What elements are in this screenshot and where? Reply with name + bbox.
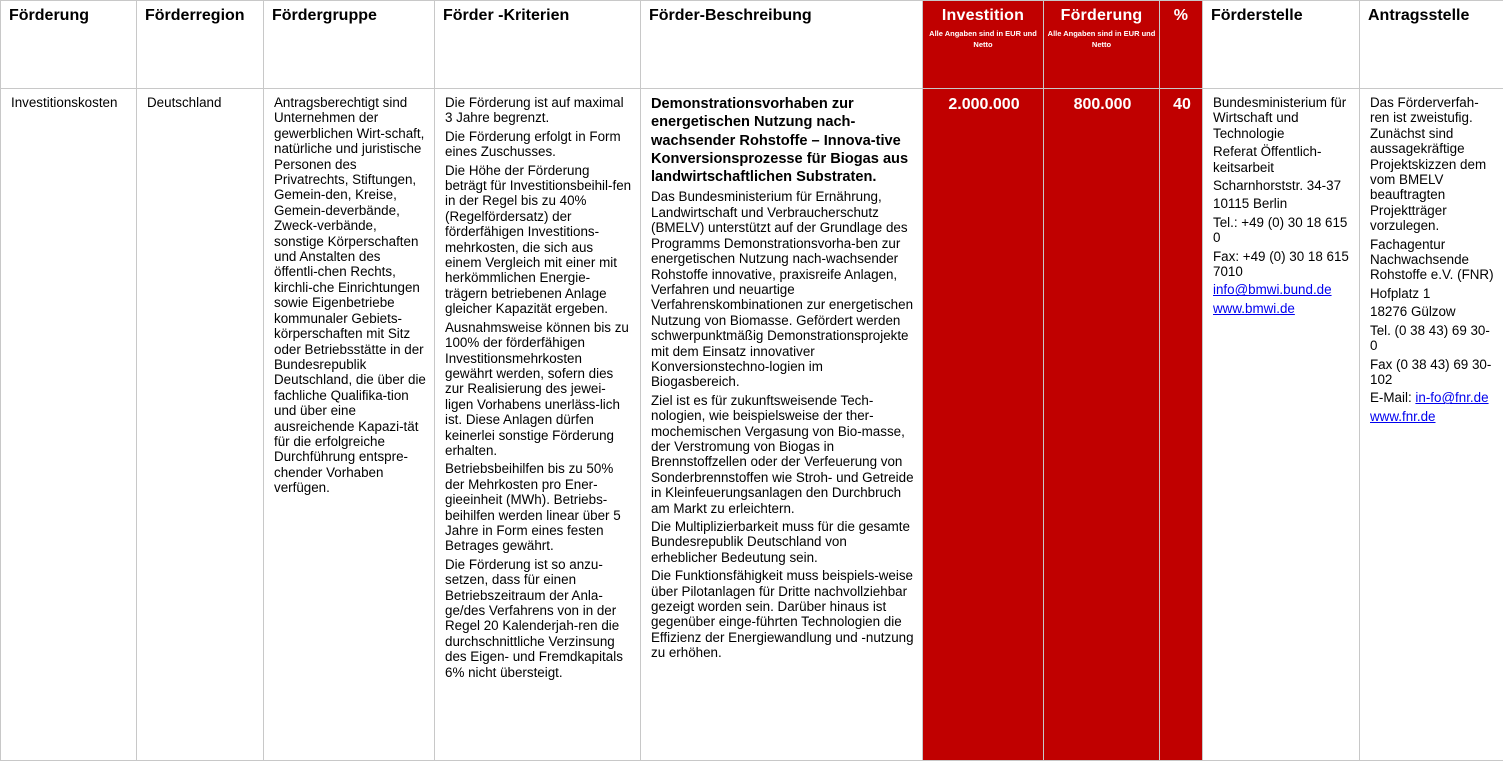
cell-foerderbetrag: 800.000 <box>1044 89 1160 761</box>
antrag-ort: 18276 Gülzow <box>1370 304 1495 319</box>
beschreibung-paragraph: Ziel ist es für zukunftsweisende Tech-nologien, wie beispielsweise der ther-mochemischen Vergasung von Bio-masse, der Verstromung von Biogas in Brennstoffzellen oder der Verfeuerung von Sonderbrennstoffen wie Stroh- und Getreide in Kleinfeuerungsanlagen den Durchbruch am Markt zu erleichtern. <box>651 393 914 516</box>
stelle-referat: Referat Öffentlich-keitsarbeit <box>1213 144 1351 175</box>
header-investition-label: Investition <box>925 6 1041 26</box>
header-investition-note: Alle Angaben sind in EUR und Netto <box>925 28 1041 50</box>
antrag-email-link[interactable]: in-fo@fnr.de <box>1415 390 1488 405</box>
beschreibung-headline: Demonstrationsvorhaben zur energetischen Nutzung nach-wachsender Rohstoffe – Innova-tive Konversionsprozesse für Biogas aus landwirtschaftlichen Substraten. <box>651 95 914 186</box>
header-beschreibung: Förder-Beschreibung <box>641 1 923 89</box>
beschreibung-paragraph: Die Multiplizierbarkeit muss für die gesamte Bundesrepublik Deutschland von erheblicher Bedeutung sein. <box>651 519 914 565</box>
header-row <box>1 1 1503 89</box>
header-foerderbetrag <box>1044 1 1160 89</box>
header-foerderbetrag-label: Förderung <box>1046 6 1157 26</box>
kriterium: Ausnahmsweise können bis zu 100% der förderfähigen Investitionsmehrkosten gewährt werden, sofern dies zur Realisierung des jewei-ligen Vorhabens unerläss-lich ist. Diese Anlagen dürfen keinerlei sonstige Förderung erhalten. <box>445 320 632 459</box>
header-foerderung: Förderung <box>1 1 137 89</box>
antrag-name: Fachagentur Nachwachsende Rohstoffe e.V. (FNR) <box>1370 237 1495 283</box>
header-kriterien: Förder -Kriterien <box>435 1 641 89</box>
table-row <box>1 89 1503 761</box>
cell-antragsstelle <box>1360 89 1503 761</box>
cell-prozent: 40 <box>1160 89 1203 761</box>
antrag-web-link[interactable]: www.fnr.de <box>1370 409 1436 424</box>
antrag-email-label: E-Mail: <box>1370 390 1412 405</box>
stelle-tel: Tel.: +49 (0) 30 18 615 0 <box>1213 215 1351 246</box>
header-foerderstelle: Förderstelle <box>1203 1 1360 89</box>
stelle-ort: 10115 Berlin <box>1213 196 1351 211</box>
kriterium: Die Förderung ist so anzu-setzen, dass für einen Betriebszeitraum der Anla-ge/des Verfahrens von in der Regel 20 Kalenderjah-ren die durchschnittliche Verzinsung des Eigen- und Fremdkapitals 6% nicht übersteigt. <box>445 557 632 680</box>
header-investition <box>923 1 1044 89</box>
header-antragsstelle: Antragsstelle <box>1360 1 1503 89</box>
cell-region: Deutschland <box>137 89 264 761</box>
stelle-strasse: Scharnhorststr. 34-37 <box>1213 178 1351 193</box>
beschreibung-paragraph: Die Funktionsfähigkeit muss beispiels-weise über Pilotanlagen für Dritte nachvollziehbar gezeigt worden sein. Darüber hinaus ist gegenüber einge-führten Technologien die Effizienz der Energiewandlung und -nutzung zu erhöhen. <box>651 568 914 660</box>
header-region: Förderregion <box>137 1 264 89</box>
cell-beschreibung <box>641 89 923 761</box>
kriterium: Die Förderung erfolgt in Form eines Zuschusses. <box>445 129 632 160</box>
stelle-name: Bundesministerium für Wirtschaft und Technologie <box>1213 95 1351 141</box>
cell-foerderstelle <box>1203 89 1360 761</box>
antrag-tel: Tel. (0 38 43) 69 30-0 <box>1370 323 1495 354</box>
antrag-strasse: Hofplatz 1 <box>1370 286 1495 301</box>
cell-investition: 2.000.000 <box>923 89 1044 761</box>
kriterium: Betriebsbeihilfen bis zu 50% der Mehrkosten pro Ener-gieeinheit (MWh). Betriebs-beihilfen werden linear über 5 Jahre in Form eines festen Betrages gewährt. <box>445 461 632 553</box>
stelle-fax: Fax: +49 (0) 30 18 615 7010 <box>1213 249 1351 280</box>
cell-kriterien <box>435 89 641 761</box>
kriterium: Die Förderung ist auf maximal 3 Jahre begrenzt. <box>445 95 632 126</box>
antrag-fax: Fax (0 38 43) 69 30-102 <box>1370 357 1495 388</box>
beschreibung-paragraph: Das Bundesministerium für Ernährung, Landwirtschaft und Verbraucherschutz (BMELV) unterstützt auf der Grundlage des Programms Demonstrationsvorha-ben zur energetischen Nutzung nach-wachsender Rohstoffe innovative, praxisreife Anlagen, Verfahren und neuartige Verfahrenskombinationen zur energetischen Nutzung von Biomasse. Gefördert werden schwerpunktmäßig Demonstrationsprojekte mit dem Einsatz innovativer Konversionstechno-logien im Biogasbereich. <box>651 189 914 389</box>
kriterium: Die Höhe der Förderung beträgt für Investitionsbeihil-fen in der Regel bis zu 40% (Regelfördersatz) der förderfähigen Investitions-mehrkosten, die sich aus einem Vergleich mit einer mit herkömmlichen Energie-trägern betriebenen Anlage gleicher Kapazität ergeben. <box>445 163 632 317</box>
header-gruppe: Fördergruppe <box>264 1 435 89</box>
cell-foerderung: Investitionskosten <box>1 89 137 761</box>
antrag-text: Das Förderverfah-ren ist zweistufig. Zunächst sind aussagekräftige Projektskizzen dem vom BMELV beauftragten Projektträger vorzulegen. <box>1370 95 1495 234</box>
stelle-web-link[interactable]: www.bmwi.de <box>1213 301 1295 316</box>
stelle-email-link[interactable]: info@bmwi.bund.de <box>1213 282 1332 297</box>
header-foerderbetrag-note: Alle Angaben sind in EUR und Netto <box>1046 28 1157 50</box>
cell-gruppe: Antragsberechtigt sind Unternehmen der gewerblichen Wirt-schaft, natürliche und juristische Personen des Privatrechts, Stiftungen, Gemein-den, Kreise, Gemein-deverbände, Zweck-verbände, sonstige Körperschaften und Anstalten des öffentli-chen Rechts, kirchli-che Einrichtungen sowie Eigenbetriebe kommunaler Gebiets-körperschaften mit Sitz oder Betriebsstätte in der Bundesrepublik Deutschland, die über die fachliche Qualifika-tion und über eine ausreichende Kapazi-tät für die erfolgreiche Durchführung entspre-chender Vorhaben verfügen. <box>264 89 435 761</box>
header-prozent: % <box>1160 1 1203 89</box>
